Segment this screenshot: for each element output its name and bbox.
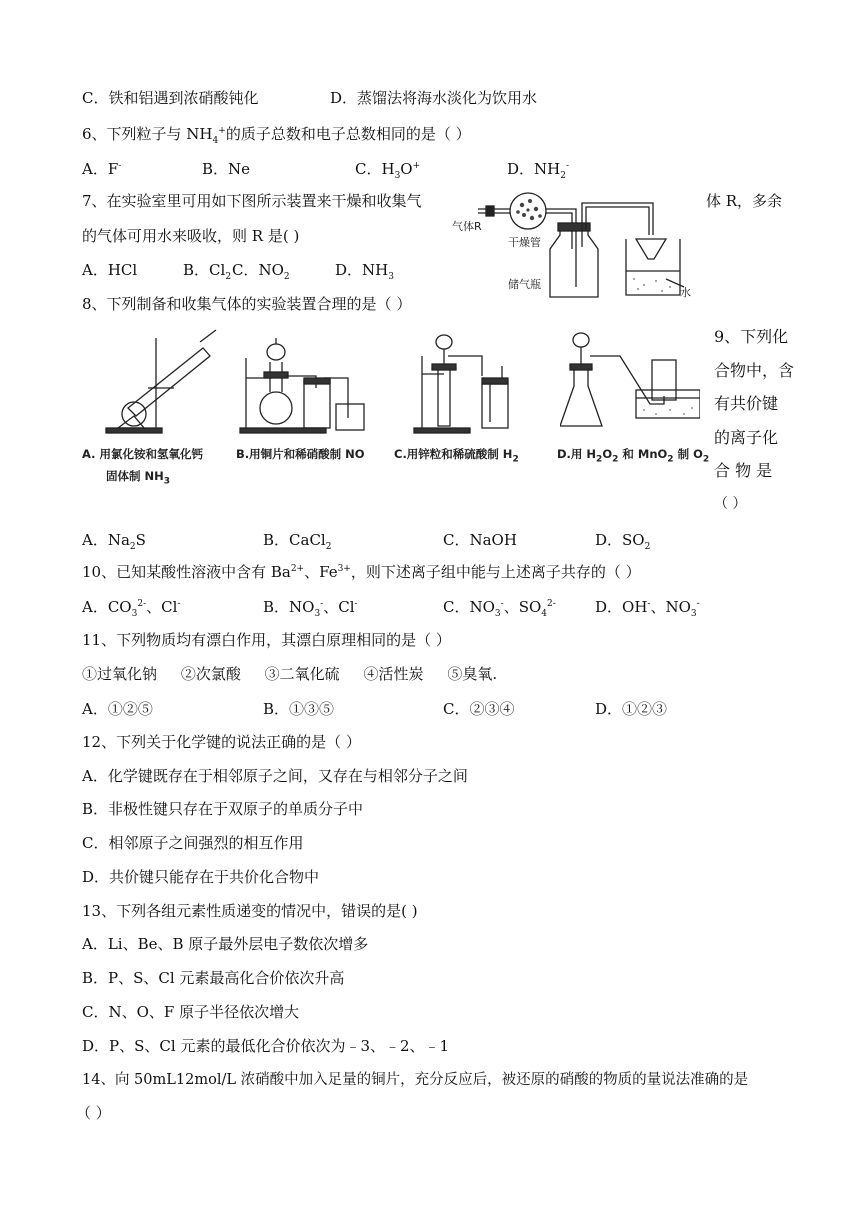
q11-option-b: B．①③⑤ [263, 700, 335, 718]
q9-option-b: B．CaCl$_2$ [263, 531, 332, 552]
q8-caption-a-line1: A. 用氯化铵和氢氧化钙 [82, 447, 203, 461]
q9-stem-line3: 有共价键 [714, 394, 779, 413]
q9-stem-line6: （ ） [714, 496, 747, 512]
q10-option-c: C．$NO_3^-$、$SO_4^{2-}$ [443, 598, 556, 619]
q7-stem-line1-right: 体 R，多余 [706, 192, 783, 210]
q6-option-a: A．F- [82, 160, 122, 178]
q12-option-b: B．非极性键只存在于双原子的单质分子中 [82, 800, 364, 818]
q7-option-c: C．$NO_2$ [232, 261, 290, 282]
q10-option-a: A．$CO_3^{2-}$、Cl- [82, 598, 181, 619]
q7-stem-line1: 7、在实验室里可用如下图所示装置来干燥和收集气 [82, 192, 422, 210]
q9-stem-line2: 合物中，含 [714, 361, 795, 380]
q7-drying-apparatus-figure [448, 187, 698, 302]
q6-option-b: B．Ne [202, 160, 251, 178]
q7-option-b: B．$Cl_2$ [183, 261, 232, 282]
q5-option-c: C．铁和铝遇到浓硝酸钝化 [82, 89, 259, 107]
q11-option-d: D．①②③ [595, 700, 668, 718]
q7-stem-line2: 的气体可用水来吸收，则 R 是( ) [82, 227, 300, 245]
q8-figure-d [560, 326, 700, 436]
q6-option-c: C．$H_3O^+$ [355, 160, 421, 181]
q8-stem: 8、下列制备和收集气体的实验装置合理的是（ ） [82, 295, 412, 313]
q9-option-a: A．$Na_2S$ [82, 531, 146, 552]
q13-option-c: C．N、O、F 原子半径依次增大 [82, 1003, 300, 1021]
q11-option-a: A．①②⑤ [82, 700, 153, 718]
q14-stem: 14、向 50mL12mol/L 浓硝酸中加入足量的铜片，充分反应后，被还原的硝酸的物质的量说法准确的是 [82, 1072, 749, 1088]
q13-stem: 13、下列各组元素性质递变的情况中，错误的是( ) [82, 902, 418, 920]
q9-stem-line1: 9、下列化 [714, 327, 789, 346]
q9-stem-line4: 的离子化 [714, 428, 779, 447]
q8-figure-b [236, 328, 376, 436]
q7-label-drying-tube: 干燥管 [508, 236, 541, 249]
q9-option-d: D．$SO_2$ [595, 531, 651, 552]
q7-label-water: 水 [680, 286, 691, 299]
q8-caption-c: C.用锌粒和稀硫酸制 $H_2$ [394, 447, 519, 465]
q7-option-a: A．HCl [82, 261, 138, 279]
q11-items: ①过氧化钠 ②次氯酸 ③二氧化硫 ④活性炭 ⑤臭氧. [82, 665, 498, 683]
q7-label-gas-bottle: 储气瓶 [508, 278, 541, 291]
q10-option-b: B．$NO_3^-$、Cl- [263, 598, 358, 619]
q8-caption-a-line2: 固体制 $NH_3$ [106, 469, 171, 487]
q11-option-c: C．②③④ [443, 700, 515, 718]
q12-option-c: C．相邻原子之间强烈的相互作用 [82, 834, 304, 852]
q10-option-d: D．OH-、$NO_3^-$ [595, 598, 700, 619]
q11-stem: 11、下列物质均有漂白作用，其漂白原理相同的是（ ） [82, 631, 451, 649]
q13-option-a: A．Li、Be、B 原子最外层电子数依次增多 [82, 935, 369, 953]
q5-option-d: D．蒸馏法将海水淡化为饮用水 [330, 89, 538, 107]
q12-option-a: A．化学键既存在于相邻原子之间，又存在与相邻分子之间 [82, 767, 468, 785]
q7-option-d: D．$NH_3$ [335, 261, 394, 282]
q9-option-c: C．NaOH [443, 531, 517, 549]
q8-caption-b: B.用铜片和稀硝酸制 NO [236, 447, 365, 461]
q6-option-d: D．$NH_2^-$ [507, 160, 570, 181]
q13-option-b: B．P、S、Cl 元素最高化合价依次升高 [82, 969, 345, 987]
q12-option-d: D．共价键只能存在于共价化合物中 [82, 868, 320, 886]
q13-option-d: D．P、S、Cl 元素的最低化合价依次为﹣3、﹣2、﹣1 [82, 1037, 450, 1055]
q14-answer-blank: （ ） [76, 1104, 111, 1122]
q8-figure-c [410, 326, 540, 436]
q10-stem: 10、已知某酸性溶液中含有 $Ba^{2+}$、$Fe^{3+}$，则下述离子组中能与上述离子共存的（ ） [82, 563, 641, 581]
q7-label-gas: 气体R [452, 220, 482, 233]
q6-stem: 6、下列粒子与 $NH_4^+$的质子总数和电子总数相同的是（ ） [82, 125, 471, 146]
q9-stem-line5: 合 物 是 [714, 461, 773, 480]
q8-caption-d: D.用 $H_2O_2$ 和 MnO$_2$ 制 $O_2$ [557, 447, 710, 465]
q8-figure-a [88, 328, 218, 436]
q12-stem: 12、下列关于化学键的说法正确的是（ ） [82, 733, 361, 751]
